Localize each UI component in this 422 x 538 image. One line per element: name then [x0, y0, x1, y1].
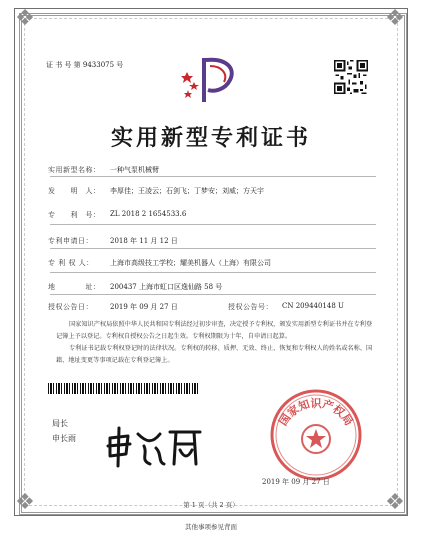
cnipa-logo-icon — [180, 52, 242, 104]
corner-ornament-icon: ❖ — [15, 490, 35, 515]
footer-note: 其他事项参见背面 — [185, 523, 237, 531]
field-value-filing-date: 2018 年 11 月 12 日 — [110, 237, 178, 245]
qr-code-icon — [334, 60, 368, 94]
barcode-icon — [48, 383, 198, 394]
page-indicator: 第 1 页（共 2 页） — [183, 501, 239, 509]
seal-date: 2019 年 09 月 27 日 — [262, 478, 330, 486]
field-value-patent-number: ZL 2018 2 1654533.6 — [110, 210, 187, 218]
certificate-body — [56, 319, 376, 367]
field-label-announce-date: 授权公告日： — [48, 303, 93, 311]
field-label-patent-number: 专 利 号： — [48, 211, 101, 219]
corner-ornament-icon: ❖ — [15, 6, 35, 31]
field-value-announce-date: 2019 年 09 月 27 日 — [110, 303, 178, 311]
corner-ornament-icon: ❖ — [385, 6, 405, 31]
field-label-filing-date: 专利申请日： — [48, 237, 93, 245]
field-label-announce-number: 授权公告号： — [228, 303, 273, 311]
divider — [50, 224, 376, 225]
field-value-address: 200437 上海市虹口区逸仙路 58 号 — [110, 283, 223, 291]
divider — [50, 294, 376, 295]
divider — [50, 248, 376, 249]
field-label-patentee: 专 利 权 人： — [48, 259, 94, 267]
field-value-announce-number: CN 209440148 U — [282, 302, 344, 310]
body-paragraph: 专利证书记载专利权登记时的法律状况。专利权的转移、质押、无效、终止、恢复和专利权人的姓名或名称、国籍、地址变更等事项记载在专利登记簿上。 — [56, 345, 373, 364]
seal-text: 国家知识产权局 — [276, 396, 356, 429]
field-value-utility-name: 一种气泵机械臂 — [110, 166, 159, 174]
divider — [50, 272, 376, 273]
certificate-number: 证 书 号 第 9433075 号 — [46, 61, 124, 69]
director-title: 局长 — [52, 419, 68, 428]
field-value-inventors: 李厚佳；王凌云；石剑飞；丁梦安；刘威；方天宇 — [110, 187, 264, 195]
field-value-patentee: 上海市高级技工学校；耀美机器人（上海）有限公司 — [110, 259, 271, 267]
field-label-address: 地 址： — [48, 283, 101, 291]
certificate-title: 实用新型专利证书 — [110, 125, 311, 151]
official-seal-icon — [268, 387, 364, 483]
field-label-utility-name: 实用新型名称： — [48, 166, 101, 174]
body-paragraph: 国家知识产权局依照中华人民共和国专利法经过初步审查，决定授予专利权，颁发实用新型专利证书并在专利登记簿上予以登记。专利权自授权公告之日起生效。专利权期限为十年，自申请日起算。 — [56, 321, 373, 340]
divider — [50, 176, 376, 177]
director-name: 申长雨 — [52, 434, 76, 443]
director-signature — [104, 424, 204, 468]
field-label-inventors: 发 明 人： — [48, 187, 101, 195]
corner-ornament-icon: ❖ — [385, 490, 405, 515]
